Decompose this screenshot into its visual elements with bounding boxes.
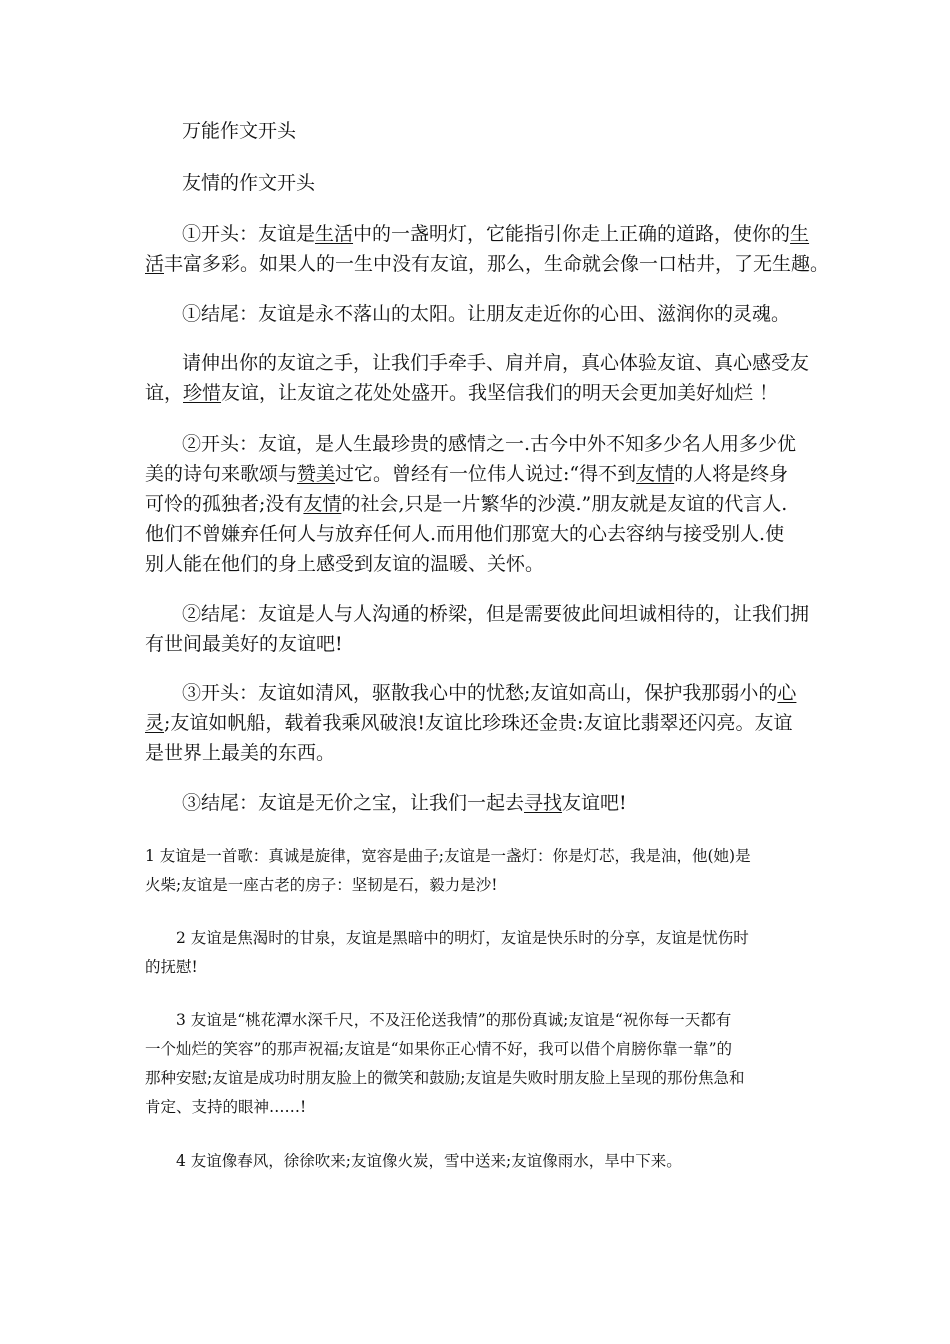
paragraph-line: ②开头：友谊，是人生最珍贵的感情之一.古今中外不知多少名人用多少优 xyxy=(182,433,797,455)
underlined-word: 心 xyxy=(777,682,797,704)
underlined-word: 灵 xyxy=(145,712,165,734)
paragraph-line: 3 友谊是“桃花潭水深千尺，不及汪伦送我情”的那份真诚;友谊是“祝你每一天都有 xyxy=(176,1011,732,1029)
text-span: 谊， xyxy=(145,382,184,404)
paragraph-line: 请伸出你的友谊之手，让我们手牵手、肩并肩，真心体验友谊、真心感受友 xyxy=(182,352,810,374)
paragraph-line xyxy=(182,791,627,815)
text-span: 友谊吧! xyxy=(562,792,627,814)
text-span: 的人将是终身 xyxy=(674,463,789,485)
paragraph-line: 的抚慰! xyxy=(145,958,198,976)
paragraph-line: 2 友谊是焦渴时的甘泉，友谊是黑暗中的明灯，友谊是快乐时的分享，友谊是忧伤时 xyxy=(176,929,749,947)
paragraph-line xyxy=(145,492,787,516)
paragraph-line: 4 友谊像春风，徐徐吹来;友谊像火炭，雪中送来;友谊像雨水，旱中下来。 xyxy=(176,1152,682,1170)
underlined-word: 友情 xyxy=(636,463,675,485)
doc-subtitle: 友情的作文开头 xyxy=(182,172,316,194)
text-span: ;友谊如帆船，载着我乘风破浪!友谊比珍珠还金贵:友谊比翡翠还闪亮。友谊 xyxy=(164,712,793,734)
paragraph-line xyxy=(145,711,792,735)
paragraph-line: 是世界上最美的东西。 xyxy=(145,742,336,764)
paragraph-line: 他们不曾嫌弃任何人与放弃任何人.而用他们那宽大的心去容纳与接受别人.使 xyxy=(145,523,785,545)
underlined-word: 寻找 xyxy=(524,792,563,814)
paragraph-line xyxy=(182,222,809,246)
underlined-word: 珍惜 xyxy=(183,382,222,404)
text-span: ③结尾：友谊是无价之宝，让我们一起去 xyxy=(182,792,525,814)
doc-title: 万能作文开头 xyxy=(182,120,297,142)
paragraph-line: 1 友谊是一首歌：真诚是旋律，宽容是曲子;友谊是一盏灯：你是灯芯，我是油，他(她)是 xyxy=(145,847,751,865)
paragraph-line xyxy=(145,252,829,276)
paragraph-line: ②结尾：友谊是人与人沟通的桥梁，但是需要彼此间坦诚相待的，让我们拥 xyxy=(182,603,810,625)
paragraph-line xyxy=(182,681,796,705)
paragraph-line xyxy=(145,381,778,405)
paragraph-line: 别人能在他们的身上感受到友谊的温暖、关怀。 xyxy=(145,553,545,575)
underlined-word: 生活 xyxy=(315,223,354,245)
paragraph-line: 那种安慰;友谊是成功时朋友脸上的微笑和鼓励;友谊是失败时朋友脸上呈现的那份焦急和 xyxy=(145,1069,745,1087)
text-span: 中的一盏明灯，它能指引你走上正确的道路，使你的 xyxy=(353,223,791,245)
paragraph-line: 有世间最美好的友谊吧! xyxy=(145,633,343,655)
paragraph-line: 一个灿烂的笑容”的那声祝福;友谊是“如果你正心情不好，我可以借个肩膀你靠一靠”的 xyxy=(145,1040,732,1058)
paragraph-line: 肯定、支持的眼神……! xyxy=(145,1098,307,1116)
underlined-word: 友情 xyxy=(303,493,342,515)
paragraph-line xyxy=(145,462,788,486)
paragraph-line: 火柴;友谊是一座古老的房子：坚韧是石，毅力是沙! xyxy=(145,876,498,894)
text-span: 丰富多彩。如果人的一生中没有友谊，那么，生命就会像一口枯井，了无生趣。 xyxy=(164,253,830,275)
text-span: ①开头：友谊是 xyxy=(182,223,316,245)
text-span: 美的诗句来歌颂与 xyxy=(145,463,298,485)
text-span: 的社会,只是一片繁华的沙漠.”朋友就是友谊的代言人. xyxy=(341,493,788,515)
text-span: 可怜的孤独者;没有 xyxy=(145,493,304,515)
text-span: ③开头：友谊如清风，驱散我心中的忧愁;友谊如高山，保护我那弱小的 xyxy=(182,682,778,704)
underlined-word: 活 xyxy=(145,253,165,275)
underlined-word: 生 xyxy=(790,223,810,245)
text-span: 友谊，让友谊之花处处盛开。我坚信我们的明天会更加美好灿烂 ！ xyxy=(221,382,779,404)
text-span: 过它。曾经有一位伟人说过:“得不到 xyxy=(335,463,637,485)
paragraph-line: ①结尾：友谊是永不落山的太阳。让朋友走近你的心田、滋润你的灵魂。 xyxy=(182,303,791,325)
underlined-word: 赞美 xyxy=(297,463,336,485)
